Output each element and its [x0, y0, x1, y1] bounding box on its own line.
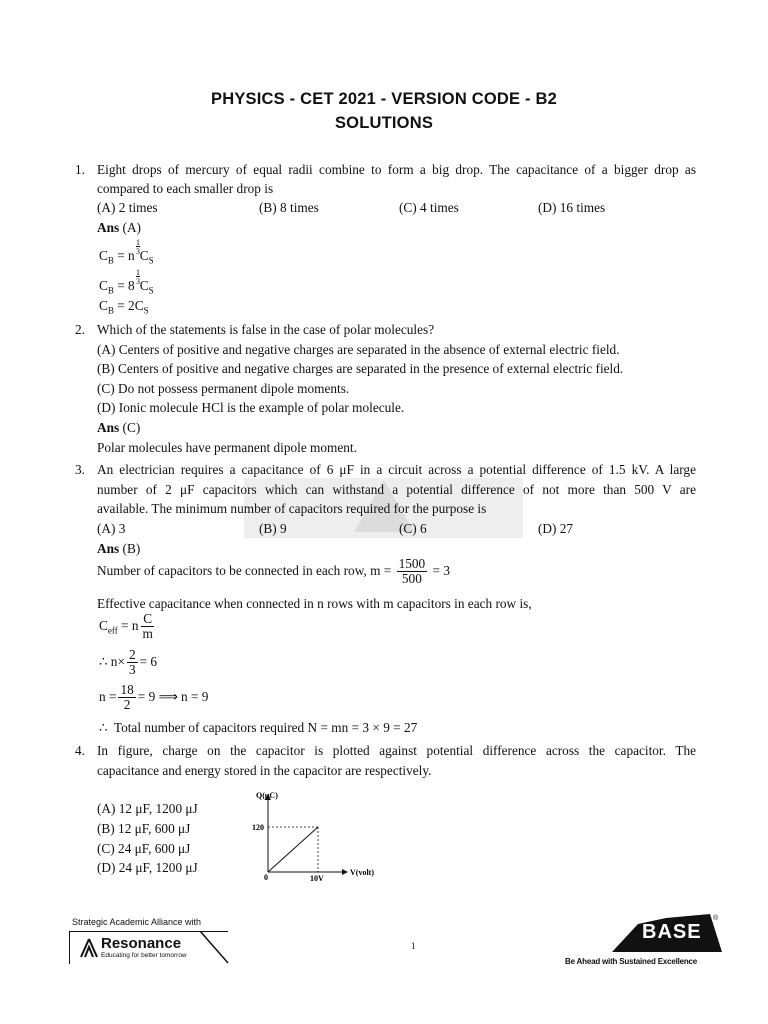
alliance-text: Strategic Academic Alliance with: [72, 917, 202, 927]
q2-question: Which of the statements is false in the case of polar molecules?: [97, 322, 435, 337]
q3-option-d: (D) 27: [538, 521, 574, 536]
x-axis-label: V(volt): [350, 868, 374, 877]
answer-label: Ans: [97, 541, 120, 556]
page-title: PHYSICS - CET 2021 - VERSION CODE - B2: [211, 90, 557, 108]
q4-option-b: (B) 12 μF, 600 μJ: [97, 821, 191, 836]
resonance-logo-icon: [79, 938, 99, 958]
x-axis-arrow: [342, 869, 348, 875]
q1-option-c: (C) 4 times: [399, 200, 459, 215]
q3-text-line1: An electrician requires a capacitance of 6 μF in a circuit across a potential difference of 1.5 kV. A large: [97, 462, 696, 477]
q1-eq2: $C_B = 8$ $C_S$: [99, 278, 154, 296]
q4-option-a: (A) 12 μF, 1200 μJ: [97, 801, 198, 816]
answer-value: (A): [122, 220, 141, 235]
base-logo-text: BASE: [642, 921, 702, 943]
q3-ceff-equation: $C_{eff} = n$ $\frac{C}{m}$: [99, 611, 153, 642]
q2-option-c: (C) Do not possess permanent dipole moments.: [97, 381, 350, 396]
y-axis-label: Q(μC): [256, 791, 278, 800]
q2-option-b: (B) Centers of positive and negative charges are separated in the presence of external electric field.: [97, 361, 624, 376]
q2-explanation: Polar molecules have permanent dipole moment.: [97, 440, 357, 455]
q2-option-a: (A) Centers of positive and negative charges are separated in the absence of external electric field.: [97, 342, 620, 357]
q3-step2: Effective capacitance when connected in n rows with m capacitors in each row is,: [97, 596, 532, 611]
q3-option-b: (B) 9: [259, 521, 287, 536]
page-subtitle: SOLUTIONS: [334, 114, 434, 132]
q1-text-line1: Eight drops of mercury of equal radii combine to form a big drop. The capacitance of a bigger drop as: [97, 162, 696, 177]
y-tick-label: 120: [252, 823, 264, 832]
q1-option-b: (B) 8 times: [259, 200, 319, 215]
q3-step3: ∴ n× $\frac{2}{3}$ = 6: [99, 647, 158, 678]
q4-number: 4.: [75, 743, 85, 758]
base-tagline: Be Ahead with Sustained Excellence: [565, 957, 698, 966]
q1-eq1: $C_B = n$ $C_S$: [99, 248, 154, 266]
q3-step5: ∴ Total number of capacitors required N = mn = 3 × 9 = 27: [99, 720, 418, 735]
q3-number: 3.: [75, 462, 85, 477]
q3-option-c: (C) 6: [399, 521, 427, 536]
q4-option-d: (D) 24 μF, 1200 μJ: [97, 860, 198, 875]
origin-label: 0: [264, 873, 268, 882]
q2-answer: [97, 420, 140, 436]
q3-answer: [97, 541, 140, 557]
page-number: 1: [411, 941, 416, 951]
answer-label: Ans: [97, 220, 120, 235]
resonance-brand: Resonance: [101, 935, 182, 952]
q3-step4: n = $\frac{18}{2}$ = 9 ⟹ n = 9: [99, 682, 209, 713]
q3-step1: Number of capacitors to be connected in each row, m = $\frac{1500}{500}$ = 3: [97, 556, 450, 587]
q1-answer: [97, 220, 141, 236]
answer-value: (C): [122, 420, 141, 435]
q-v-line: [268, 827, 318, 872]
q1-eq1-exponent: 1 3: [136, 238, 140, 256]
q3-option-a: (A) 3: [97, 521, 126, 536]
q4-option-c: (C) 24 μF, 600 μJ: [97, 841, 191, 856]
q-v-graph: [240, 784, 390, 884]
q3-text-line3: available. The minimum number of capacitors required for the purpose is: [97, 501, 487, 516]
q1-number: 1.: [75, 162, 85, 177]
resonance-tagline: Educating for better tomorrow: [101, 952, 187, 959]
q4-text-line2: capacitance and energy stored in the capacitor are respectively.: [97, 763, 432, 778]
q1-option-d: (D) 16 times: [538, 200, 606, 215]
q1-eq2-exponent: 1 3: [136, 268, 140, 286]
registered-mark: ®: [713, 915, 719, 922]
q2-option-d: (D) Ionic molecule HCl is the example of polar molecule.: [97, 400, 405, 415]
q4-text-line1: In figure, charge on the capacitor is plotted against potential difference across the capacitor. The: [97, 743, 696, 758]
x-tick-label: 10V: [310, 874, 324, 883]
q3-text-line2: number of 2 μF capacitors which can withstand a potential difference of not more than 500 V are: [97, 482, 696, 497]
q1-text-line2: compared to each smaller drop is: [97, 181, 274, 196]
q1-eq3: $C_B = 2C_S$: [99, 298, 149, 316]
q2-number: 2.: [75, 322, 85, 337]
answer-value: (B): [122, 541, 141, 556]
q1-option-a: (A) 2 times: [97, 200, 158, 215]
answer-label: Ans: [97, 420, 120, 435]
